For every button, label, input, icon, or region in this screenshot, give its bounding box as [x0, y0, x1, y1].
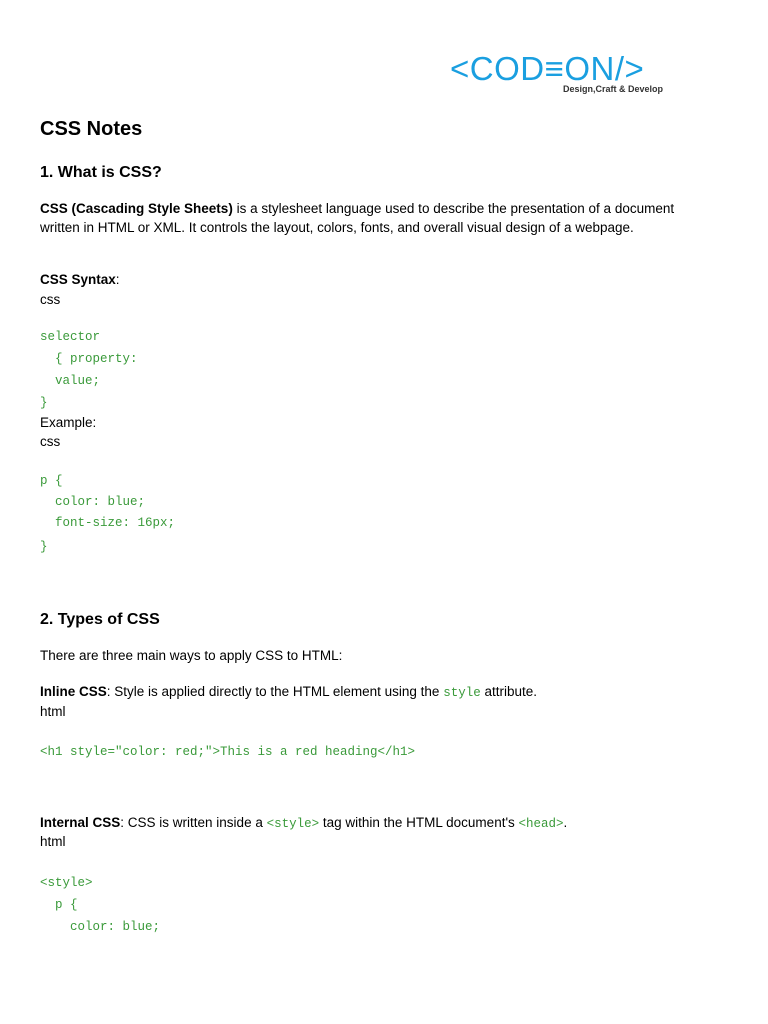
- inline-css-text-end: attribute.: [480, 684, 537, 699]
- code-line: <style>: [40, 876, 93, 890]
- css-definition-text: is a stylesheet language used to describe the presentation of a document written in HTML or XML. It controls the layout, colors, fonts, and overall visual design of a webpage.: [40, 201, 675, 235]
- codeon-logo: [450, 52, 682, 100]
- document-title: CSS Notes: [40, 118, 143, 140]
- css-syntax-label: CSS Syntax: [40, 272, 116, 287]
- inline-css-text: : Style is applied directly to the HTML element using the: [106, 684, 444, 699]
- types-intro: There are three main ways to apply CSS to HTML:: [40, 648, 343, 663]
- section-heading-types-of-css: 2. Types of CSS: [40, 611, 160, 628]
- example-lang: css: [40, 434, 61, 449]
- code-line: font-size: 16px;: [40, 516, 176, 530]
- logo-wordmark: <COD≡ON/>: [450, 50, 645, 87]
- code-line: { property:: [40, 352, 138, 366]
- internal-css-text-mid: tag within the HTML document's: [319, 815, 519, 830]
- code-line: }: [40, 540, 48, 554]
- inline-code-style: style: [443, 686, 481, 700]
- code-line: color: blue;: [40, 920, 161, 934]
- css-definition-paragraph: [40, 200, 680, 237]
- css-syntax-colon: :: [115, 272, 120, 287]
- section-heading-what-is-css: 1. What is CSS?: [40, 164, 162, 181]
- internal-css-text: : CSS is written inside a: [120, 815, 267, 830]
- code-line: p {: [40, 898, 78, 912]
- inline-css-description: [40, 683, 537, 703]
- code-line: <h1 style="color: red;">This is a red heading</h1>: [40, 745, 416, 759]
- code-line: }: [40, 396, 48, 410]
- css-syntax-lang: css: [40, 292, 61, 307]
- internal-css-text-end: .: [563, 815, 568, 830]
- css-syntax-label-line: [40, 271, 120, 290]
- inline-css-label: Inline CSS: [40, 684, 107, 699]
- code-line: selector: [40, 330, 101, 344]
- code-line: value;: [40, 374, 101, 388]
- code-line: color: blue;: [40, 495, 146, 509]
- logo-tagline: Design,Craft & Develop: [563, 84, 664, 94]
- internal-css-label: Internal CSS: [40, 815, 121, 830]
- inline-code-head-tag: <head>: [518, 817, 564, 831]
- internal-css-lang: html: [40, 834, 66, 849]
- css-definition-bold: CSS (Cascading Style Sheets): [40, 201, 233, 216]
- inline-css-lang: html: [40, 704, 66, 719]
- example-label: Example:: [40, 415, 97, 430]
- inline-code-style-tag: <style>: [266, 817, 320, 831]
- code-line: p {: [40, 474, 63, 488]
- internal-css-description: [40, 814, 567, 834]
